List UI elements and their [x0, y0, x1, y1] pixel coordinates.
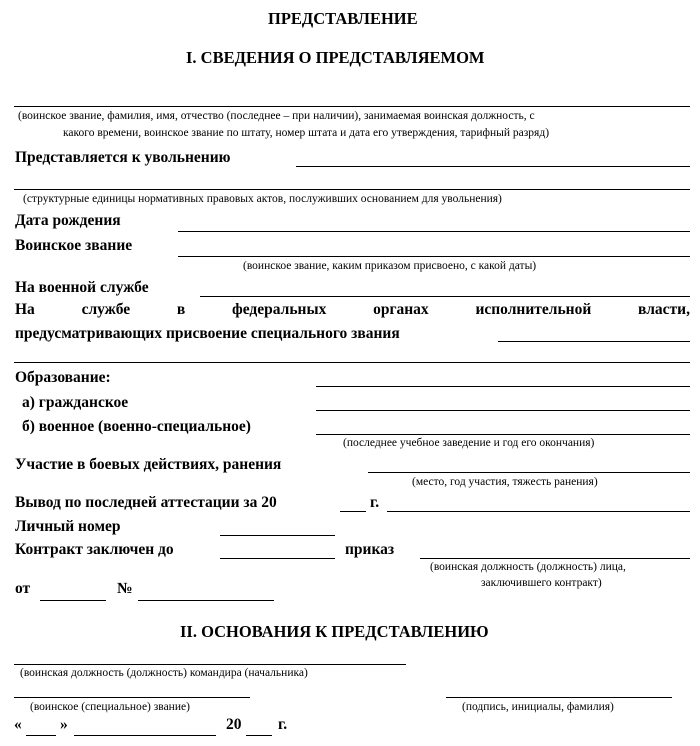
federal-word-5: органах [373, 301, 429, 318]
birth-date-label: Дата рождения [15, 212, 121, 229]
date-close-quote: » [60, 716, 68, 733]
document-title: ПРЕДСТАВЛЕНИЕ [268, 9, 418, 28]
education-military-label: б) военное (военно-специальное) [22, 418, 251, 435]
federal-word-6: исполнительной [475, 301, 592, 318]
federal-service-line-2: предусматривающих присвоение специального звания [15, 325, 400, 342]
order-date-field[interactable] [40, 600, 106, 601]
dismissal-label: Представляется к увольнению [15, 149, 231, 166]
section1-heading: I. СВЕДЕНИЯ О ПРЕДСТАВЛЯЕМОМ [186, 48, 485, 67]
rank-field[interactable] [178, 256, 690, 257]
signature-hint: (подпись, инициалы, фамилия) [462, 701, 614, 713]
military-service-field[interactable] [200, 296, 690, 297]
attestation-field[interactable] [387, 511, 690, 512]
commander-rank-hint: (воинское (специальное) звание) [30, 701, 190, 713]
contract-hint-1: (воинская должность (должность) лица, [430, 561, 626, 573]
commander-hint: (воинская должность (должность) командира (начальника) [20, 667, 308, 679]
rank-label: Воинское звание [15, 237, 133, 254]
rank-hint: (воинское звание, каким приказом присвоено, с какой даты) [243, 260, 537, 272]
date-year-suffix: г. [278, 716, 288, 733]
education-hint: (последнее учебное заведение и год его окончания) [343, 437, 595, 449]
federal-word-1: На [15, 301, 35, 318]
order-number-field[interactable] [138, 600, 274, 601]
dismissal-field[interactable] [296, 166, 690, 167]
education-military-field[interactable] [316, 434, 690, 435]
contract-hint-2: заключившего контракт) [481, 577, 602, 589]
date-day-field[interactable] [26, 735, 56, 736]
personal-number-field[interactable] [220, 535, 335, 536]
commander-position-field[interactable] [14, 664, 406, 665]
attestation-year-suffix: г. [370, 494, 380, 511]
person-info-field[interactable] [14, 106, 690, 107]
education-label: Образование: [15, 369, 111, 386]
combat-field[interactable] [368, 472, 690, 473]
date-month-field[interactable] [74, 735, 216, 736]
commander-rank-field[interactable] [14, 697, 250, 698]
federal-service-field-2[interactable] [14, 362, 690, 363]
federal-word-3: в [176, 301, 186, 318]
education-field[interactable] [316, 386, 690, 387]
contract-label: Контракт заключен до [15, 541, 174, 558]
order-label: приказ [345, 541, 395, 558]
date-year-prefix: 20 [226, 716, 242, 733]
attestation-label: Вывод по последней аттестации за 20 [15, 494, 277, 511]
birth-date-field[interactable] [178, 231, 690, 232]
section2-heading: II. ОСНОВАНИЯ К ПРЕДСТАВЛЕНИЮ [180, 622, 489, 641]
federal-service-field[interactable] [498, 341, 690, 342]
education-civil-field[interactable] [316, 410, 690, 411]
signature-field[interactable] [446, 697, 672, 698]
federal-service-line-1 [15, 301, 690, 319]
date-open-quote: « [14, 716, 22, 733]
combat-hint: (место, год участия, тяжесть ранения) [412, 476, 598, 488]
person-info-hint-1: (воинское звание, фамилия, имя, отчество (последнее – при наличии), занимаемая воинская должность, с [18, 110, 535, 122]
education-civil-label: а) гражданское [22, 394, 129, 411]
federal-word-7: власти, [638, 301, 690, 318]
person-info-hint-2: какого времени, воинское звание по штату, номер штата и дата его утверждения, тарифный разряд) [63, 127, 550, 139]
military-service-label: На военной службе [15, 279, 149, 296]
from-label: от [15, 580, 31, 597]
attestation-year-field[interactable] [340, 511, 366, 512]
dismissal-basis-field[interactable] [14, 189, 690, 190]
personal-number-label: Личный номер [15, 518, 121, 535]
federal-word-4: федеральных [232, 301, 327, 318]
order-field[interactable] [420, 558, 690, 559]
contract-date-field[interactable] [220, 558, 335, 559]
federal-word-2: службе [81, 301, 131, 318]
dismissal-hint: (структурные единицы нормативных правовых актов, послуживших основанием для увольнения) [23, 193, 502, 205]
date-year-field[interactable] [246, 735, 272, 736]
combat-label: Участие в боевых действиях, ранения [15, 456, 282, 473]
number-label: № [117, 580, 133, 597]
